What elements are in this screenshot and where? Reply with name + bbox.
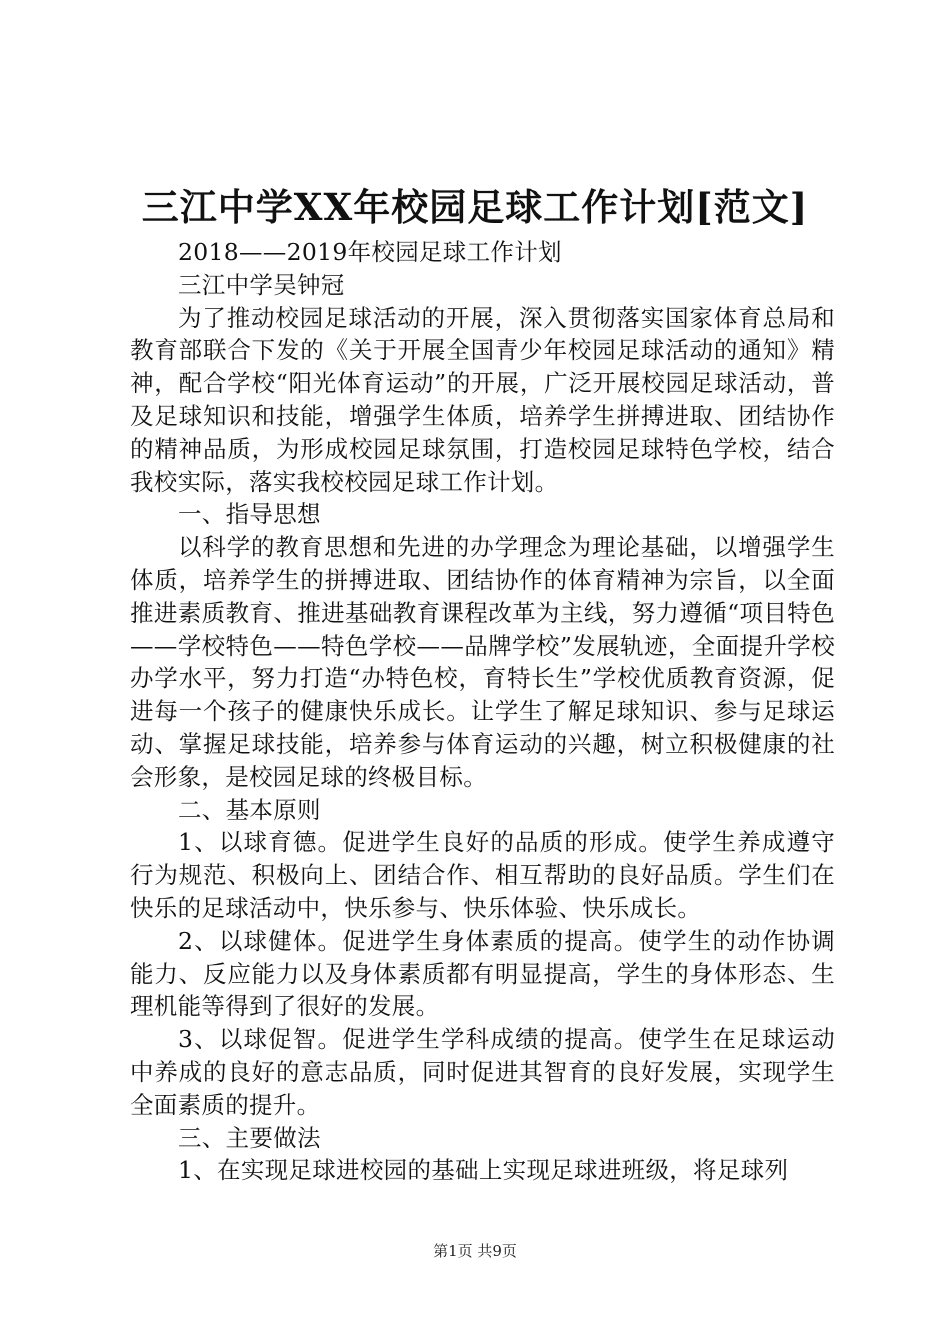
principle-paragraph-3: 3、以球促智。促进学生学科成绩的提高。使学生在足球运动中养成的良好的意志品质，同时促进其智育的良好发展，实现学生全面素质的提升。	[130, 1025, 835, 1119]
page-footer: 第1页 共9页	[433, 1242, 517, 1260]
subtitle-year-plan: 2018——2019年校园足球工作计划	[178, 238, 562, 266]
section-heading-basic-principles: 二、基本原则	[178, 795, 321, 824]
document-body	[130, 236, 835, 1187]
principle-paragraph-2: 2、以球健体。促进学生身体素质的提高。使学生的动作协调能力、反应能力以及身体素质都有明显提高，学生的身体形态、生理机能等得到了很好的发展。	[130, 926, 835, 1021]
document-title: 三江中学XX年校园足球工作计划[范文]	[141, 185, 809, 229]
author-line: 三江中学吴钟冠	[178, 270, 345, 299]
practice-paragraph-1: 1、在实现足球进校园的基础上实现足球进班级，将足球列	[178, 1156, 789, 1185]
intro-paragraph: 为了推动校园足球活动的开展，深入贯彻落实国家体育总局和教育部联合下发的《关于开展全国青少年校园足球活动的通知》精神，配合学校“阳光体育运动”的开展，广泛开展校园足球活动，普及足球知识和技能，增强学生体质，培养学生拼搏进取、团结协作的精神品质，为形成校园足球氛围，打造校园足球特色学校，结合我校实际，落实我校校园足球工作计划。	[130, 303, 835, 496]
guiding-ideology-paragraph: 以科学的教育思想和先进的办学理念为理论基础，以增强学生体质，培养学生的拼搏进取、团结协作的体育精神为宗旨，以全面推进素质教育、推进基础教育课程改革为主线，努力遵循“项目特色——学校特色——特色学校——品牌学校”发展轨迹，全面提升学校办学水平，努力打造“办特色校，育特长生”学校优质教育资源，促进每一个孩子的健康快乐成长。让学生了解足球知识、参与足球运动、掌握足球技能，培养参与体育运动的兴趣，树立积极健康的社会形象，是校园足球的终极目标。	[130, 533, 835, 791]
principle-paragraph-1: 1、以球育德。促进学生良好的品质的形成。使学生养成遵守行为规范、积极向上、团结合作、相互帮助的良好品质。学生们在快乐的足球活动中，快乐参与、快乐体验、快乐成长。	[130, 828, 835, 922]
section-heading-main-practices: 三、主要做法	[178, 1123, 321, 1152]
section-heading-guiding-ideology: 一、指导思想	[178, 500, 321, 529]
